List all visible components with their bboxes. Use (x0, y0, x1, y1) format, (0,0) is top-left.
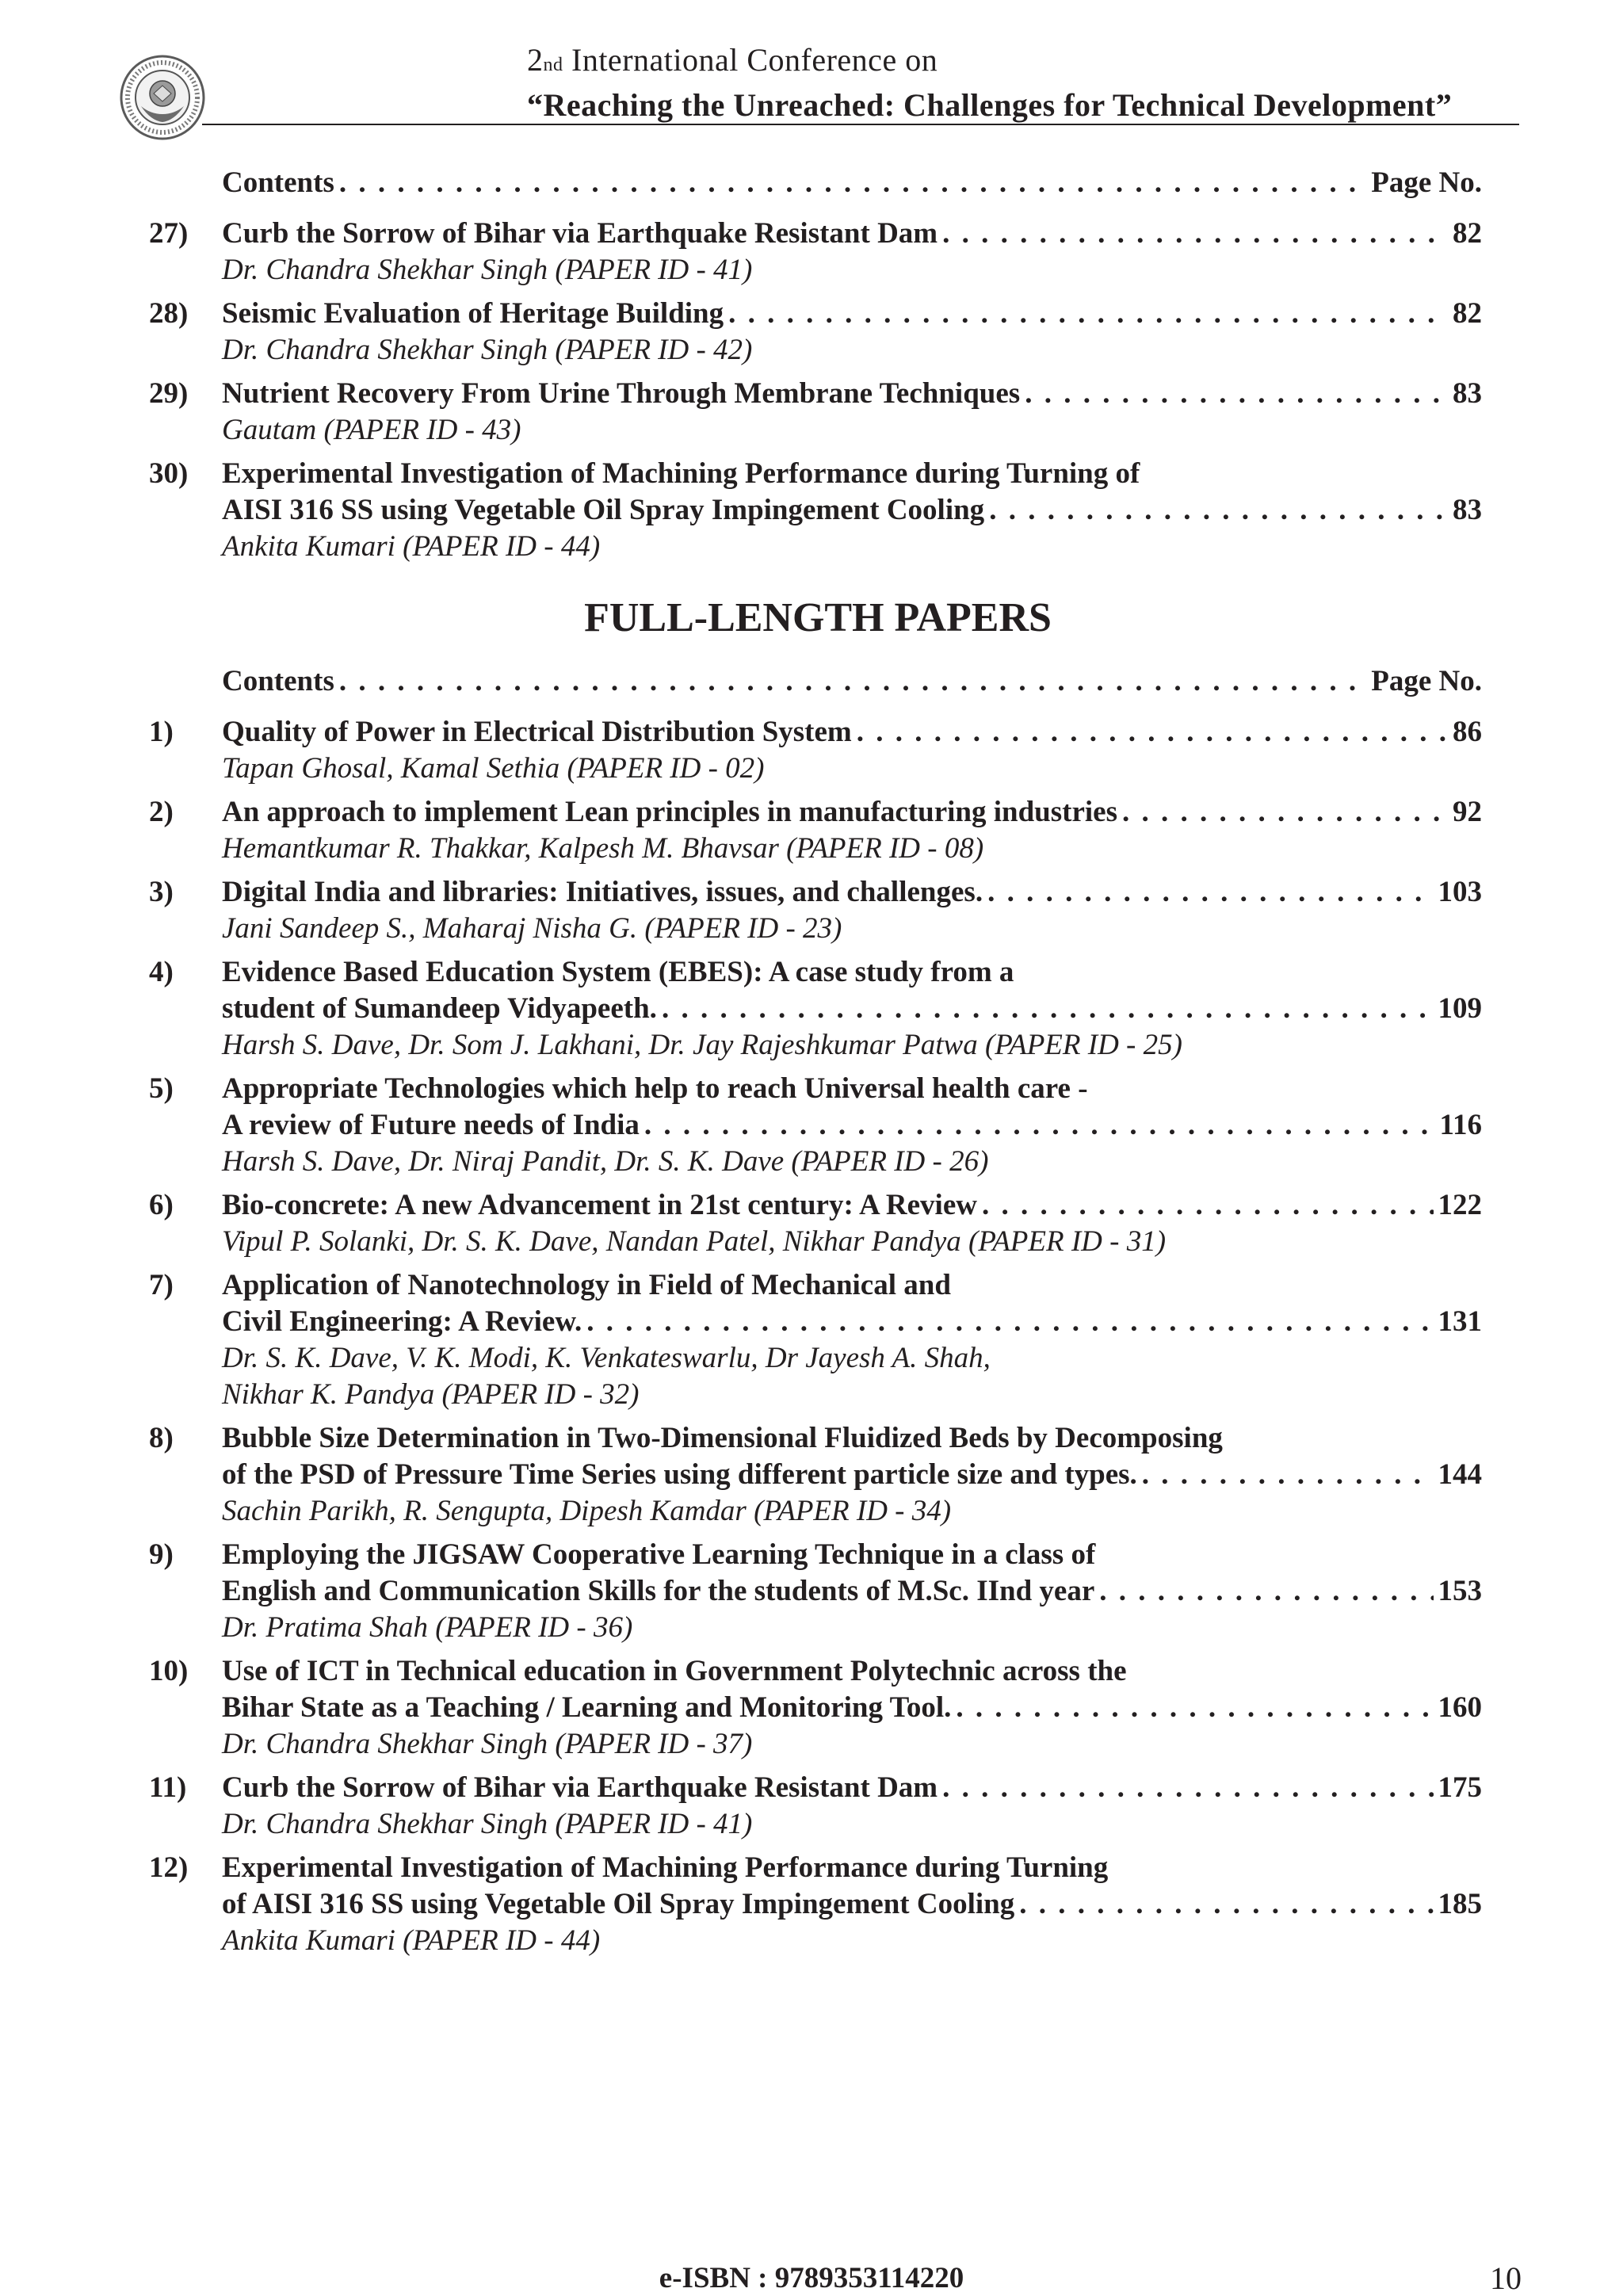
entry-title-line (222, 954, 1482, 991)
entry-page-number: 103 (1438, 876, 1482, 908)
dot-leader (989, 492, 1448, 529)
entry-authors: Jani Sandeep S., Maharaj Nisha G. (PAPER ID - 23) (222, 912, 842, 945)
toc-entry-title-row (0, 492, 1623, 529)
entry-title: Employing the JIGSAW Cooperative Learning Technique in a class of (222, 1538, 1096, 1571)
toc-entry-title-row (0, 1886, 1623, 1923)
toc-entry-author-row (0, 1027, 1623, 1064)
entry-page-number: 109 (1438, 992, 1482, 1025)
dot-leader (1099, 1573, 1433, 1610)
entry-title: AISI 316 SS using Vegetable Oil Spray Impingement Cooling (222, 494, 985, 526)
entry-authors: Gautam (PAPER ID - 43) (222, 414, 521, 446)
toc-entry-author-row (0, 1610, 1623, 1646)
entry-title-line (222, 376, 1482, 412)
toc-entry-title-row (0, 1537, 1623, 1573)
entry-title-line (222, 1690, 1482, 1726)
toc-entry-title-row (0, 1071, 1623, 1107)
header-ordinal-suffix: nd (543, 55, 563, 75)
entry-title-line (222, 1187, 1482, 1224)
toc-entry-title-row (0, 1187, 1623, 1224)
toc-entry-author-row (0, 412, 1623, 449)
entry-authors: Dr. S. K. Dave, V. K. Modi, K. Venkateswarlu, Dr Jayesh A. Shah, (222, 1342, 991, 1374)
entry-page-number: 82 (1453, 297, 1482, 330)
conference-theme: “Reaching the Unreached: Challenges for Technical Development” (527, 87, 1453, 123)
entry-number: 29) (149, 377, 189, 410)
dot-leader (728, 296, 1448, 332)
dot-leader (1025, 376, 1448, 412)
entry-title-line (222, 1573, 1482, 1610)
toc-entry-author-row (0, 332, 1623, 369)
toc-entry-title-row (0, 216, 1623, 252)
toc-entry-title-row (0, 1573, 1623, 1610)
toc-entry-author-row (0, 1340, 1623, 1377)
entry-title-line (222, 794, 1482, 831)
entry-title: Civil Engineering: A Review. (222, 1305, 582, 1338)
entry-authors: Tapan Ghosal, Kamal Sethia (PAPER ID - 02) (222, 752, 765, 785)
entry-number: 7) (149, 1269, 174, 1301)
dot-leader (339, 165, 1366, 201)
entry-title: Seismic Evaluation of Heritage Building (222, 297, 724, 330)
toc-entry-author-row (0, 252, 1623, 288)
entry-number: 3) (149, 876, 174, 908)
toc-entry-title-row (0, 991, 1623, 1027)
entry-title: Bubble Size Determination in Two-Dimensional Fluidized Beds by Decomposing (222, 1422, 1223, 1454)
entry-page-number: 82 (1453, 217, 1482, 250)
dot-leader (586, 1304, 1433, 1340)
entry-number: 8) (149, 1422, 174, 1454)
entry-page-number: 144 (1438, 1458, 1482, 1491)
entry-title: An approach to implement Lean principles in manufacturing industries (222, 796, 1117, 828)
entry-page-number: 175 (1438, 1771, 1482, 1804)
dot-leader (644, 1107, 1435, 1144)
toc-entry-author-row (0, 1377, 1623, 1413)
entry-title: of AISI 316 SS using Vegetable Oil Spray Impingement Cooling (222, 1888, 1015, 1920)
entry-number: 4) (149, 956, 174, 988)
toc-entry-title-row (0, 1653, 1623, 1690)
page-no-label: Page No. (1371, 166, 1482, 199)
toc-entry-title-row (0, 1267, 1623, 1304)
entry-number: 2) (149, 796, 174, 828)
toc-entry-author-row (0, 751, 1623, 787)
toc-entry-author-row (0, 911, 1623, 947)
toc-entry-author-row (0, 1806, 1623, 1843)
contents-header-line (222, 663, 1482, 700)
header-conference-label: International Conference on (563, 42, 938, 78)
entry-authors: Nikhar K. Pandya (PAPER ID - 32) (222, 1378, 640, 1411)
dot-leader (1122, 794, 1448, 831)
entry-number: 12) (149, 1851, 189, 1884)
entry-title-line (222, 296, 1482, 332)
toc-entry-title-row (0, 794, 1623, 831)
entry-title: Experimental Investigation of Machining Performance during Turning of (222, 457, 1140, 490)
toc-entry-title-row (0, 1107, 1623, 1144)
contents-header-line (222, 165, 1482, 201)
entry-page-number: 131 (1438, 1305, 1482, 1338)
entry-page-number: 122 (1438, 1189, 1482, 1221)
conference-name-line (527, 40, 1518, 86)
entry-page-number: 116 (1439, 1109, 1482, 1141)
entry-number: 6) (149, 1189, 174, 1221)
conference-emblem-icon (119, 54, 206, 141)
entry-title-line (222, 1537, 1482, 1573)
dot-leader (942, 1770, 1433, 1806)
entry-authors: Hemantkumar R. Thakkar, Kalpesh M. Bhavsar (PAPER ID - 08) (222, 832, 984, 865)
entry-authors: Harsh S. Dave, Dr. Som J. Lakhani, Dr. Jay Rajeshkumar Patwa (PAPER ID - 25) (222, 1029, 1182, 1061)
entry-authors: Sachin Parikh, R. Sengupta, Dipesh Kamdar (PAPER ID - 34) (222, 1495, 952, 1527)
entry-title-line (222, 1653, 1482, 1690)
section-title: FULL-LENGTH PAPERS (584, 595, 1052, 640)
entry-number: 30) (149, 457, 189, 490)
entry-page-number: 83 (1453, 494, 1482, 526)
conference-header (527, 40, 1518, 125)
entry-title: Evidence Based Education System (EBES): A case study from a (222, 956, 1014, 988)
entry-page-number: 86 (1453, 716, 1482, 748)
entry-title: Quality of Power in Electrical Distribution System (222, 716, 852, 748)
entry-number: 28) (149, 297, 189, 330)
entry-page-number: 153 (1438, 1575, 1482, 1607)
toc-entry-title-row (0, 954, 1623, 991)
footer-page-number: 10 (1490, 2260, 1522, 2296)
entry-title-line (222, 1071, 1482, 1107)
entry-authors: Dr. Chandra Shekhar Singh (PAPER ID - 37) (222, 1728, 753, 1760)
entry-authors: Ankita Kumari (PAPER ID - 44) (222, 530, 601, 563)
dot-leader (987, 874, 1433, 911)
dot-leader (942, 216, 1448, 252)
entry-title: Curb the Sorrow of Bihar via Earthquake Resistant Dam (222, 217, 938, 250)
entry-title: Appropriate Technologies which help to reach Universal health care - (222, 1072, 1088, 1105)
entry-title: Bio-concrete: A new Advancement in 21st century: A Review (222, 1189, 977, 1221)
dot-leader (339, 663, 1366, 700)
entry-page-number: 83 (1453, 377, 1482, 410)
dot-leader (956, 1690, 1433, 1726)
dot-leader (1019, 1886, 1433, 1923)
toc-entry-title-row (0, 1770, 1623, 1806)
header-ordinal: 2 (527, 42, 544, 78)
entry-title-line (222, 1886, 1482, 1923)
entry-title-line (222, 714, 1482, 751)
dot-leader (982, 1187, 1434, 1224)
entry-authors: Dr. Pratima Shah (PAPER ID - 36) (222, 1611, 633, 1644)
contents-header-row (0, 165, 1623, 201)
entry-title-line (222, 1457, 1482, 1493)
entry-title: Curb the Sorrow of Bihar via Earthquake Resistant Dam (222, 1771, 938, 1804)
toc-entry-author-row (0, 1144, 1623, 1180)
header-divider (202, 124, 1519, 125)
entry-title-line (222, 492, 1482, 529)
footer-isbn: e-ISBN : 9789353114220 (659, 2262, 964, 2294)
toc-entry-author-row (0, 529, 1623, 565)
toc-entry-author-row (0, 831, 1623, 867)
dot-leader (662, 991, 1434, 1027)
entry-authors: Dr. Chandra Shekhar Singh (PAPER ID - 42) (222, 334, 753, 366)
toc-entry-author-row (0, 1726, 1623, 1763)
entry-title-line (222, 1420, 1482, 1457)
entry-page-number: 92 (1453, 796, 1482, 828)
entry-number: 5) (149, 1072, 174, 1105)
toc-entry-author-row (0, 1923, 1623, 1959)
entry-page-number: 160 (1438, 1691, 1482, 1724)
entry-title: English and Communication Skills for the students of M.Sc. IInd year (222, 1575, 1095, 1607)
entry-authors: Vipul P. Solanki, Dr. S. K. Dave, Nandan Patel, Nikhar Pandya (PAPER ID - 31) (222, 1225, 1167, 1258)
toc-entry-author-row (0, 1224, 1623, 1260)
entry-title: A review of Future needs of India (222, 1109, 640, 1141)
entry-title: Experimental Investigation of Machining Performance during Turning (222, 1851, 1109, 1884)
entry-title-line (222, 1850, 1482, 1886)
entry-number: 27) (149, 217, 189, 250)
toc-entry-title-row (0, 714, 1623, 751)
entry-title-line (222, 1107, 1482, 1144)
contents-header-row (0, 663, 1623, 700)
entry-title-line (222, 1267, 1482, 1304)
entry-title-line (222, 991, 1482, 1027)
toc-entry-title-row (0, 1850, 1623, 1886)
contents-label: Contents (222, 166, 334, 199)
toc-entry-author-row (0, 1493, 1623, 1530)
toc-entry-title-row (0, 1420, 1623, 1457)
entry-title-line (222, 874, 1482, 911)
entry-authors: Dr. Chandra Shekhar Singh (PAPER ID - 41) (222, 254, 753, 286)
entry-authors: Dr. Chandra Shekhar Singh (PAPER ID - 41) (222, 1808, 753, 1840)
entry-title: Use of ICT in Technical education in Government Polytechnic across the (222, 1655, 1127, 1687)
toc-entry-title-row (0, 1457, 1623, 1493)
entry-title: Bihar State as a Teaching / Learning and Monitoring Tool. (222, 1691, 952, 1724)
entry-title: student of Sumandeep Vidyapeeth. (222, 992, 657, 1025)
contents-label: Contents (222, 665, 334, 697)
toc-entry-title-row (0, 376, 1623, 412)
entry-number: 9) (149, 1538, 174, 1571)
entry-authors: Ankita Kumari (PAPER ID - 44) (222, 1924, 601, 1957)
entry-number: 1) (149, 716, 174, 748)
entry-title: Nutrient Recovery From Urine Through Membrane Techniques (222, 377, 1021, 410)
dot-leader (1142, 1457, 1434, 1493)
entry-title-line (222, 216, 1482, 252)
toc-entry-title-row (0, 1690, 1623, 1726)
toc-entry-title-row (0, 456, 1623, 492)
entry-title-line (222, 1770, 1482, 1806)
entry-title: Digital India and libraries: Initiatives, issues, and challenges. (222, 876, 983, 908)
entry-number: 11) (149, 1771, 187, 1804)
toc-entry-title-row (0, 874, 1623, 911)
entry-title-line (222, 456, 1482, 492)
entry-number: 10) (149, 1655, 189, 1687)
entry-page-number: 185 (1438, 1888, 1482, 1920)
entry-title: Application of Nanotechnology in Field of Mechanical and (222, 1269, 951, 1301)
entry-title: of the PSD of Pressure Time Series using different particle size and types. (222, 1458, 1137, 1491)
toc-entry-title-row (0, 1304, 1623, 1340)
page-no-label: Page No. (1371, 665, 1482, 697)
dot-leader (857, 714, 1448, 751)
entry-authors: Harsh S. Dave, Dr. Niraj Pandit, Dr. S. K. Dave (PAPER ID - 26) (222, 1145, 989, 1178)
entry-title-line (222, 1304, 1482, 1340)
toc-entry-title-row (0, 296, 1623, 332)
